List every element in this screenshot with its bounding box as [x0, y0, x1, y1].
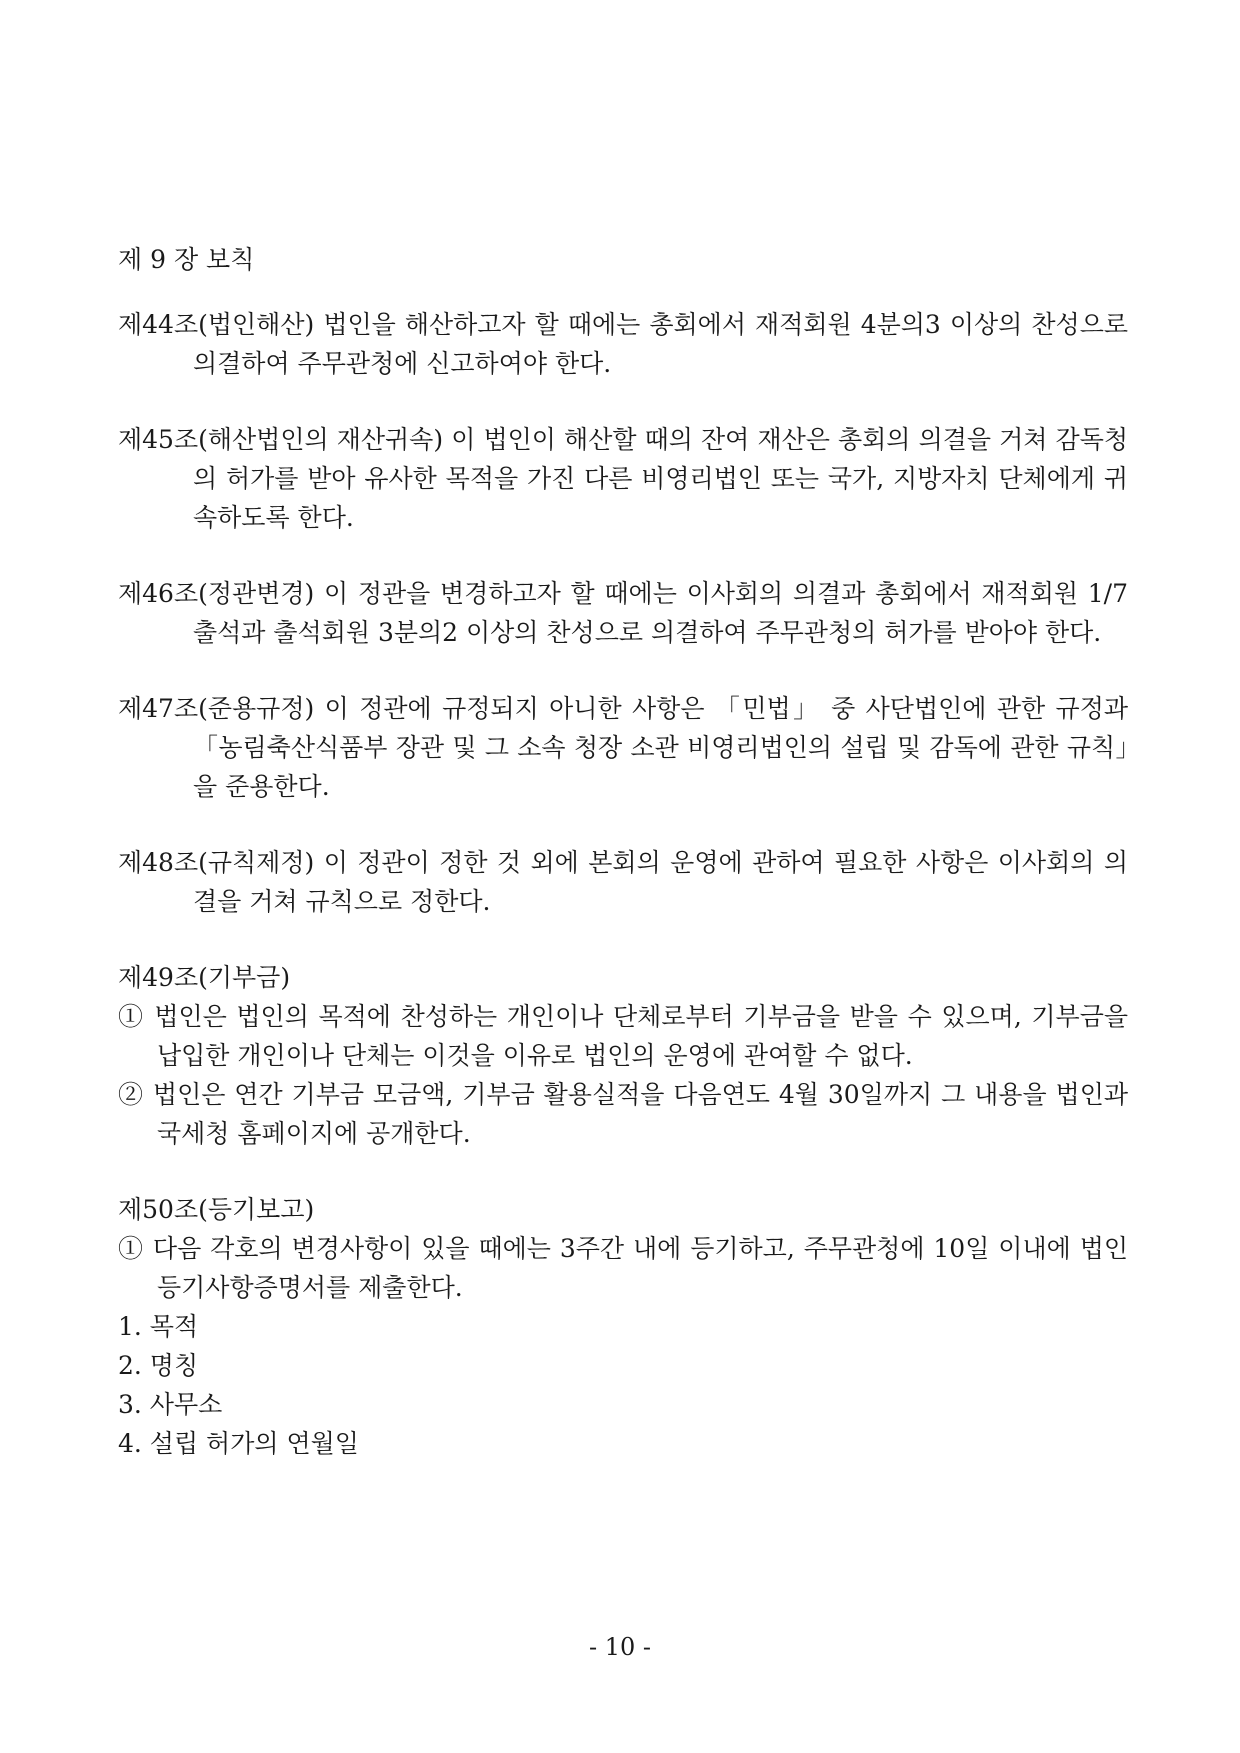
article-46-body: 이 정관을 변경하고자 할 때에는 이사회의 의결과 총회에서 재적회원 1/7 출석과 출석회원 3분의2 이상의 찬성으로 의결하여 주무관청의 허가를 받아야 한다.	[193, 579, 1128, 647]
article-46	[118, 574, 1128, 652]
article-49-paragraph-1: ① 법인은 법인의 목적에 찬성하는 개인이나 단체로부터 기부금을 받을 수 있으며, 기부금을 납입한 개인이나 단체는 이것을 이유로 법인의 운영에 관여할 수 없다.	[118, 1002, 1128, 1070]
article-49	[118, 958, 1128, 1153]
article-44-body: 법인을 해산하고자 할 때에는 총회에서 재적회원 4분의3 이상의 찬성으로 의결하여 주무관청에 신고하여야 한다.	[193, 310, 1128, 378]
article-45-body: 이 법인이 해산할 때의 잔여 재산은 총회의 의결을 거쳐 감독청의 허가를 받아 유사한 목적을 가진 다른 비영리법인 또는 국가, 지방자치 단체에게 귀속하도록 한다.	[193, 425, 1129, 532]
article-50-heading: 제50조(등기보고)	[118, 1195, 315, 1224]
article-50	[118, 1190, 1128, 1463]
article-49-heading: 제49조(기부금)	[118, 963, 291, 992]
chapter-title: 제 9 장 보칙	[118, 245, 255, 274]
document-body	[118, 240, 1128, 1463]
article-48-body: 이 정관이 정한 것 외에 본회의 운영에 관하여 필요한 사항은 이사회의 의결을 거쳐 규칙으로 정한다.	[193, 848, 1128, 916]
list-item: 1. 목적	[118, 1312, 199, 1341]
article-46-heading: 제46조(정관변경)	[118, 579, 315, 608]
article-49-paragraph-2: ② 법인은 연간 기부금 모금액, 기부금 활용실적을 다음연도 4월 30일까지 그 내용을 법인과 국세청 홈페이지에 공개한다.	[118, 1080, 1128, 1148]
article-45-heading: 제45조(해산법인의 재산귀속)	[118, 425, 444, 454]
article-50-paragraph-1: ① 다음 각호의 변경사항이 있을 때에는 3주간 내에 등기하고, 주무관청에 10일 이내에 법인 등기사항증명서를 제출한다.	[118, 1234, 1128, 1302]
page-number: - 10 -	[588, 1633, 651, 1661]
article-48	[118, 843, 1128, 921]
article-45	[118, 420, 1128, 537]
article-48-heading: 제48조(규칙제정)	[118, 848, 315, 877]
article-47-heading: 제47조(준용규정)	[118, 694, 315, 723]
article-47	[118, 689, 1128, 806]
list-item: 3. 사무소	[118, 1390, 223, 1419]
article-47-body: 이 정관에 규정되지 아니한 사항은 「민법」 중 사단법인에 관한 규정과 「농림축산식품부 장관 및 그 소속 청장 소관 비영리법인의 설립 및 감독에 관한 규칙」을 준용한다.	[193, 694, 1129, 801]
list-item: 4. 설립 허가의 연월일	[118, 1429, 359, 1458]
article-44	[118, 305, 1128, 383]
list-item: 2. 명칭	[118, 1351, 199, 1380]
article-44-heading: 제44조(법인해산)	[118, 310, 315, 339]
